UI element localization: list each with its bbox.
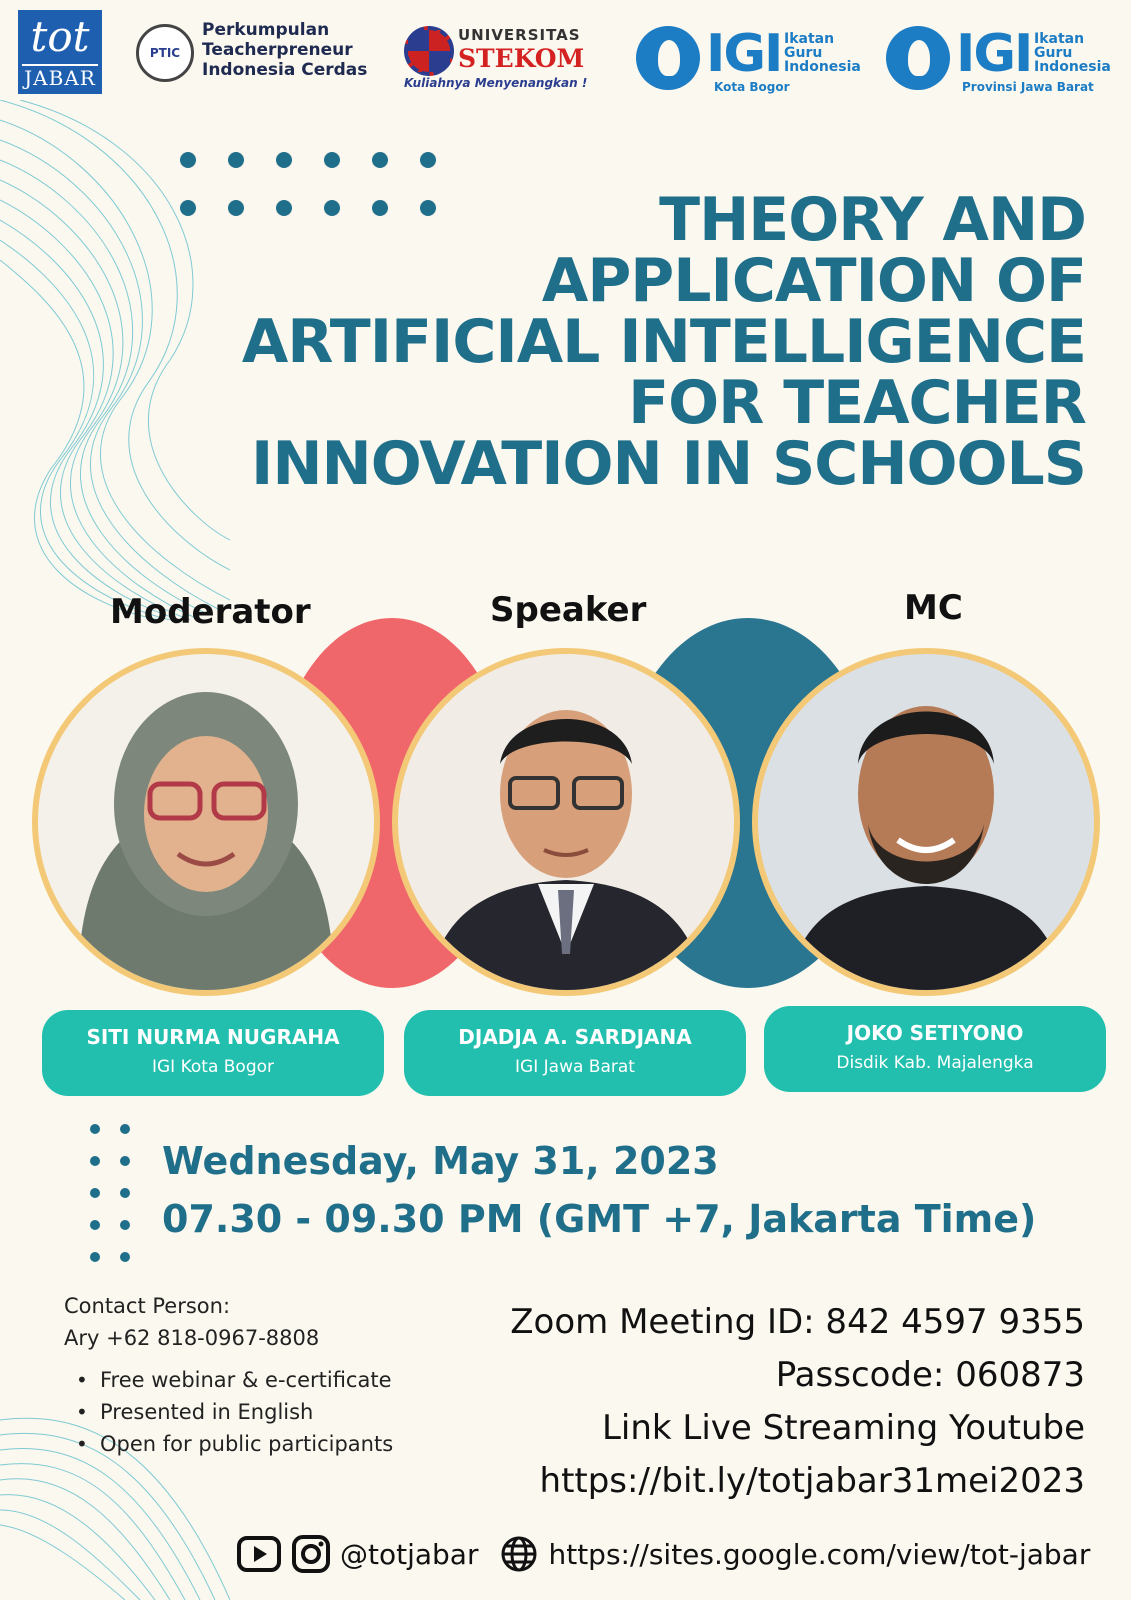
event-date: Wednesday, May 31, 2023 <box>162 1139 719 1183</box>
moderator-nametag <box>42 1010 384 1096</box>
stekom-gear-icon <box>404 26 454 76</box>
jabar-logo-text: JABAR <box>22 64 98 90</box>
list-item: • Open for public participants <box>76 1428 393 1460</box>
instagram-icon[interactable] <box>288 1534 334 1574</box>
contact-person <box>64 1290 319 1354</box>
moderator-label: Moderator <box>110 592 311 632</box>
speaker-photo <box>392 648 740 996</box>
contact-phone: Ary +62 818-0967-8808 <box>64 1326 320 1350</box>
event-features-list <box>76 1364 393 1460</box>
zoom-passcode: Passcode: 060873 <box>775 1355 1085 1395</box>
moderator-org: IGI Kota Bogor <box>151 1057 275 1077</box>
igi-jawa-barat-logo: IGI Ikatan Guru Indonesia Provinsi Jawa Barat <box>886 22 1118 96</box>
event-time: 07.30 - 09.30 PM (GMT +7, Jakarta Time) <box>162 1197 1037 1241</box>
tot-jabar-logo <box>18 10 102 94</box>
mc-nametag <box>764 1006 1106 1092</box>
zoom-meeting-id: Zoom Meeting ID: 842 4597 9355 <box>510 1302 1085 1342</box>
dot-column-decoration <box>90 1124 130 1262</box>
website-link[interactable]: https://sites.google.com/view/tot-jabar <box>548 1537 1091 1571</box>
moderator-name: SITI NURMA NUGRAHA <box>86 1025 340 1049</box>
footer-social <box>236 1530 1090 1578</box>
speaker-name: DJADJA A. SARDJANA <box>458 1025 692 1049</box>
youtube-icon[interactable] <box>236 1534 282 1574</box>
contact-label: Contact Person: <box>64 1294 231 1318</box>
mc-label: MC <box>904 588 963 628</box>
event-title: THEORY AND APPLICATION OF ARTIFICIAL INTELLIGENCE FOR TEACHER INNOVATION IN SCHOOLS <box>241 185 1086 499</box>
moderator-photo <box>32 648 380 996</box>
igi-mark-icon <box>886 26 950 90</box>
globe-icon <box>496 1534 542 1574</box>
mc-org: Disdik Kab. Majalengka <box>836 1053 1034 1073</box>
igi-sub-text: Kota Bogor <box>714 80 790 94</box>
ptic-badge-icon: PTIC <box>136 24 194 82</box>
igi-sub-text: Provinsi Jawa Barat <box>962 80 1094 94</box>
speaker-label: Speaker <box>490 590 647 630</box>
speaker-nametag <box>404 1010 746 1096</box>
ptic-logo <box>136 20 376 90</box>
stekom-universitas-text: UNIVERSITAS <box>458 26 581 44</box>
tot-logo-text: tot <box>30 12 90 61</box>
ptic-name: Perkumpulan Teacherpreneur Indonesia Cerdas <box>202 20 368 80</box>
stream-label: Link Live Streaming Youtube <box>601 1408 1085 1448</box>
mc-name: JOKO SETIYONO <box>846 1021 1024 1045</box>
stekom-tagline: Kuliahnya Menyenangkan ! <box>404 76 588 90</box>
mc-photo <box>752 648 1100 996</box>
speaker-org: IGI Jawa Barat <box>515 1057 635 1077</box>
stream-link[interactable]: https://bit.ly/totjabar31mei2023 <box>539 1461 1085 1501</box>
list-item: • Free webinar & e-certificate <box>76 1364 393 1396</box>
igi-kota-bogor-logo: IGI Ikatan Guru Indonesia Kota Bogor <box>636 22 868 96</box>
stekom-name-text: STEKOM <box>458 44 585 73</box>
list-item: • Presented in English <box>76 1396 393 1428</box>
zoom-info <box>510 1296 1085 1508</box>
stekom-logo <box>404 24 604 94</box>
social-handle[interactable]: @totjabar <box>340 1537 479 1571</box>
igi-mark-icon <box>636 26 700 90</box>
